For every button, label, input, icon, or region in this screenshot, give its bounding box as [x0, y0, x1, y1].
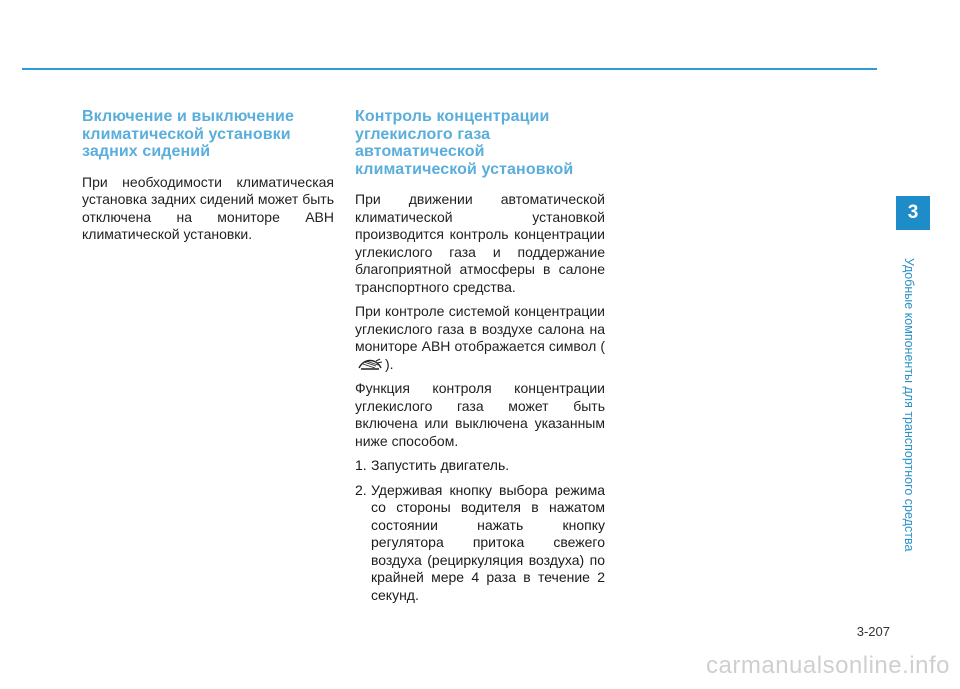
symbol-text-after: ).: [385, 355, 394, 372]
chapter-title: [891, 242, 927, 567]
list-item: [355, 457, 605, 475]
paragraph-rear-climate: При необходимости климатическая установка задних сидений может быть отключена на мониторе АВН климатической установки.: [82, 173, 334, 242]
symbol-text-before: При контроле системой концентрации углекислого газа в воздухе салона на мониторе АВН отображается символ (: [355, 303, 605, 354]
left-column: [82, 108, 334, 251]
co2-indicator-icon: [355, 356, 385, 372]
list-item-text: Запустить двигатель.: [371, 457, 510, 473]
list-item-number: 2.: [355, 481, 367, 498]
list-item-number: 1.: [355, 457, 367, 473]
section-heading-rear-climate: Включение и выключение климатической установки задних сидений: [82, 108, 294, 160]
paragraph-co2-intro: При движении автоматической климатической установкой производится контроль концентрации углекислого газа и поддержание благоприятной атмосферы в салоне транспортного средства.: [355, 191, 605, 295]
chapter-tab: 3: [896, 196, 930, 230]
top-rule: [22, 68, 877, 70]
paragraph-co2-symbol: [355, 303, 605, 373]
page-number: 3-207: [856, 624, 890, 639]
section-heading-co2-control: Контроль концентрации углекислого газа автоматической климатической установкой: [355, 108, 574, 178]
list-item-text: Удерживая кнопку выбора режима со стороны водителя в нажатом состоянии нажать кнопку регулятора притока свежего воздуха (рециркуляция воздуха) по крайней мере 4 раза в течение 2 секунд.: [371, 481, 605, 603]
middle-column: [355, 108, 605, 611]
watermark: carmanualsonline.info: [706, 652, 950, 679]
chapter-title-text: Удобные компоненты для транспортного средства: [902, 257, 916, 552]
list-item: [355, 482, 605, 605]
paragraph-co2-toggle: Функция контроля концентрации углекислого газа может быть включена или выключена указанным ниже способом.: [355, 380, 605, 449]
